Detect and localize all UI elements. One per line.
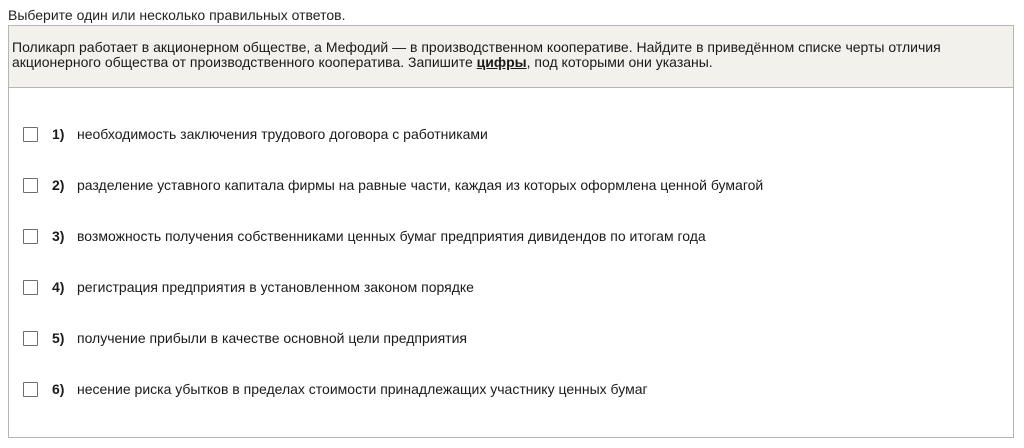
checkbox-5[interactable] (23, 331, 38, 346)
answer-option-1[interactable] (9, 122, 1013, 146)
checkbox-2[interactable] (23, 178, 38, 193)
option-number-1: 1) (52, 126, 65, 142)
instruction-text: Выберите один или несколько правильных ответов. (8, 7, 346, 23)
answer-option-3[interactable] (9, 224, 1013, 248)
answer-option-5[interactable] (9, 326, 1013, 350)
question-prompt (9, 26, 1013, 88)
option-text-5: получение прибыли в качестве основной цели предприятия (77, 330, 467, 346)
question-text-before: Поликарп работает в акционерном обществе, а Мефодий — в производственном кооперативе. Найдите в приведённом списке черты отличия акционерного общества от производственного кооператива. Запишите (12, 39, 941, 70)
option-text-4: регистрация предприятия в установленном законом порядке (77, 279, 474, 295)
checkbox-1[interactable] (23, 127, 38, 142)
option-text-2: разделение уставного капитала фирмы на равные части, каждая из которых оформлена ценной бумагой (77, 177, 764, 193)
question-text-after: , под которыми они указаны. (526, 54, 713, 70)
question-card (8, 25, 1014, 438)
checkbox-3[interactable] (23, 229, 38, 244)
option-number-5: 5) (52, 330, 65, 346)
answer-option-6[interactable] (9, 377, 1013, 401)
question-emphasis: цифры (476, 54, 527, 70)
answer-option-2[interactable] (9, 173, 1013, 197)
option-number-3: 3) (52, 228, 65, 244)
option-number-6: 6) (52, 381, 65, 397)
option-number-4: 4) (52, 279, 65, 295)
checkbox-6[interactable] (23, 382, 38, 397)
option-text-6: несение риска убытков в пределах стоимости принадлежащих участнику ценных бумаг (77, 381, 648, 397)
checkbox-4[interactable] (23, 280, 38, 295)
answer-option-4[interactable] (9, 275, 1013, 299)
option-text-1: необходимость заключения трудового договора с работниками (77, 126, 488, 142)
option-text-3: возможность получения собственниками ценных бумаг предприятия дивидендов по итогам года (77, 228, 706, 244)
option-number-2: 2) (52, 177, 65, 193)
